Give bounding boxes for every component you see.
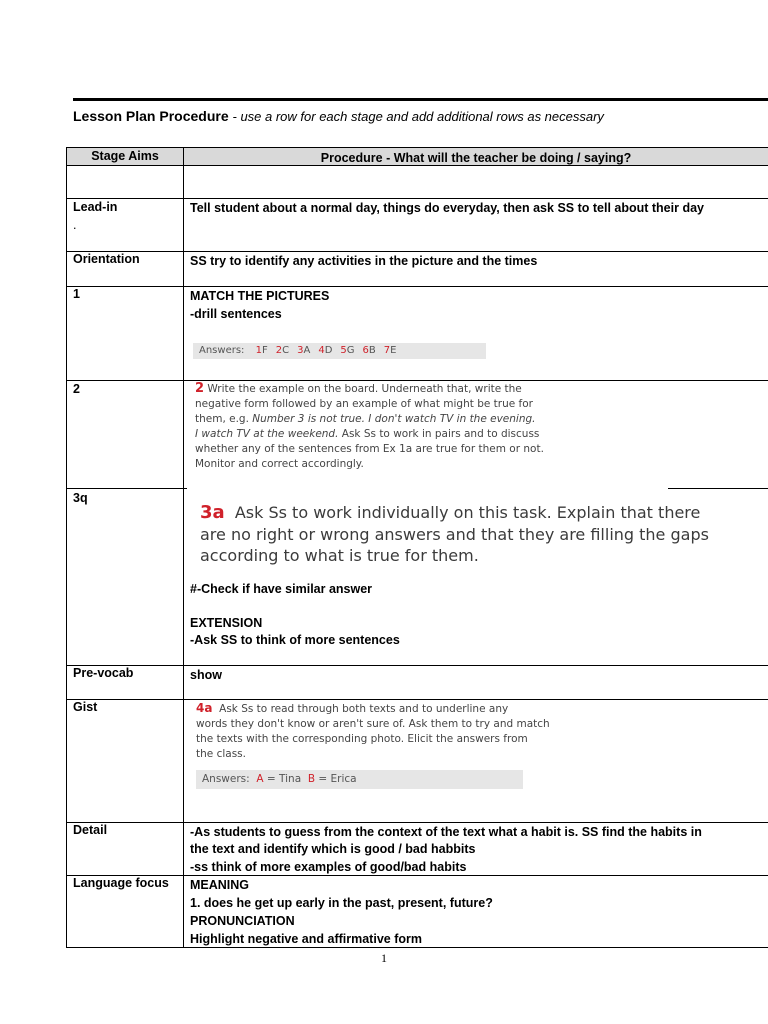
answer-letter: C	[282, 345, 290, 356]
excerpt-line: words they don't know or aren't sure of. Ask them to try and match	[196, 718, 550, 730]
exercise-number: 3a	[200, 502, 225, 523]
answers-bar	[196, 770, 523, 789]
stage-label: 1	[73, 287, 80, 301]
excerpt-line: are no right or wrong answers and that they are filling the gaps	[200, 524, 709, 544]
table-header-row	[66, 147, 768, 166]
excerpt-line: Monitor and correct accordingly.	[195, 458, 364, 470]
answer-number: 5	[340, 345, 347, 356]
stage-label: 2	[73, 382, 80, 396]
excerpt-line: the texts with the corresponding photo. Elicit the answers from	[196, 733, 528, 745]
answer-item	[256, 345, 268, 356]
stage-label: Language focus	[73, 876, 169, 890]
column-divider	[183, 823, 184, 875]
procedure-text: SS try to identify any activities in the picture and the times	[190, 254, 538, 268]
table-row-1	[66, 287, 768, 381]
excerpt-line: Ask Ss to work in pairs and to discuss	[338, 428, 540, 440]
answer-letter: E	[390, 345, 397, 356]
answer-item	[363, 345, 376, 356]
procedure-text: #-Check if have similar answer	[190, 582, 373, 596]
excerpt-example: Number 3 is not true. I don't watch TV in the evening.	[252, 413, 536, 425]
page-number: 1	[381, 951, 387, 965]
stage-label: Pre-vocab	[73, 666, 134, 680]
textbook-excerpt-4a	[196, 701, 756, 762]
column-divider	[183, 287, 184, 380]
answer-item	[340, 345, 354, 356]
stage-extra: .	[73, 218, 77, 232]
procedure-text: -ss think of more examples of good/bad habits	[190, 860, 467, 874]
answer-letter: A	[303, 345, 311, 356]
answers-label: Answers:	[199, 345, 245, 356]
table-row-empty	[66, 166, 768, 199]
answer-item	[318, 345, 332, 356]
answer-letter: B	[368, 345, 376, 356]
excerpt-example: I watch TV at the weekend.	[195, 428, 339, 440]
heading-title: Lesson Plan Procedure	[73, 108, 229, 124]
answer-number: 4	[318, 345, 325, 356]
table-row-3q	[66, 488, 768, 666]
excerpt-line: according to what is true for them.	[200, 546, 479, 565]
answer-letter: G	[346, 345, 355, 356]
header-stage-aims: Stage Aims	[91, 149, 159, 163]
excerpt-line: the class.	[196, 748, 246, 760]
table-row-prevocab	[66, 666, 768, 700]
answer-letter: D	[324, 345, 333, 356]
stage-label: Orientation	[73, 252, 140, 266]
excerpt-line: Ask Ss to read through both texts and to underline any	[219, 703, 509, 715]
answer-number: 7	[383, 345, 391, 356]
table-row-detail	[66, 823, 768, 876]
header-procedure: Procedure - What will the teacher be doing / saying?	[320, 151, 632, 165]
procedure-title: EXTENSION	[190, 616, 263, 630]
column-divider	[183, 252, 184, 286]
excerpt-line: whether any of the sentences from Ex 1a are true for them or not.	[195, 443, 544, 455]
excerpt-line: them, e.g.	[195, 413, 253, 425]
column-divider	[183, 488, 184, 665]
stage-label: Gist	[73, 700, 98, 714]
column-divider	[183, 381, 184, 489]
excerpt-line: Ask Ss to work individually on this task. Explain that there	[234, 503, 701, 522]
excerpt-line: Write the example on the board. Underneath that, write the	[207, 383, 522, 395]
table-row-2	[66, 381, 768, 489]
stage-label: 3q	[73, 491, 88, 505]
answer-number: 3	[297, 345, 304, 356]
answer-number: 1	[255, 345, 262, 356]
answers-label: Answers:	[202, 773, 250, 785]
procedure-text: Tell student about a normal day, things do everyday, then ask SS to tell about their day	[190, 201, 704, 215]
excerpt-line: negative form followed by an example of what might be true for	[195, 398, 533, 410]
answer-key: A	[256, 773, 264, 785]
heading-subtitle: - use a row for each stage and add additional rows as necessary	[232, 109, 604, 124]
procedure-text: Highlight negative and affirmative form	[190, 932, 422, 946]
procedure-text: 1. does he get up early in the past, present, future?	[190, 896, 493, 910]
answer-item	[384, 345, 397, 356]
table-row-gist	[66, 700, 768, 823]
answer-item	[297, 345, 310, 356]
textbook-excerpt-3a	[200, 502, 760, 567]
column-divider	[183, 700, 184, 822]
procedure-text: -As students to guess from the context of the text what a habit is. SS find the habits in	[190, 825, 702, 839]
answer-letter: F	[261, 345, 268, 356]
column-divider	[183, 199, 184, 251]
answer-number: 2	[275, 345, 283, 356]
procedure-title: MATCH THE PICTURES	[190, 289, 330, 303]
top-rule	[73, 98, 768, 101]
answers-list	[248, 345, 397, 356]
answer-value: = Erica	[315, 773, 357, 785]
table-row-leadin	[66, 199, 768, 252]
answer-value: = Tina	[263, 773, 302, 785]
page-heading	[73, 108, 604, 124]
textbook-excerpt-2	[195, 381, 755, 472]
procedure-text: -drill sentences	[190, 307, 282, 321]
exercise-number: 2	[195, 381, 205, 396]
stage-label: Lead-in	[73, 200, 118, 214]
column-divider	[183, 876, 184, 947]
row-divider	[535, 380, 768, 381]
answer-item	[276, 345, 289, 356]
table-row-language-focus	[66, 876, 768, 948]
answer-number: 6	[362, 345, 369, 356]
exercise-number: 4a	[196, 701, 213, 715]
answers-bar	[193, 343, 486, 359]
stage-label: Detail	[73, 823, 108, 837]
procedure-text: the text and identify which is good / bad habbits	[190, 842, 476, 856]
column-divider	[183, 666, 184, 699]
procedure-title: MEANING	[190, 878, 250, 892]
procedure-text: show	[190, 668, 222, 682]
answer-key: B	[307, 773, 316, 785]
procedure-text: -Ask SS to think of more sentences	[190, 633, 400, 647]
table-row-orientation	[66, 252, 768, 287]
column-divider	[183, 166, 184, 198]
procedure-title: PRONUNCIATION	[190, 914, 295, 928]
